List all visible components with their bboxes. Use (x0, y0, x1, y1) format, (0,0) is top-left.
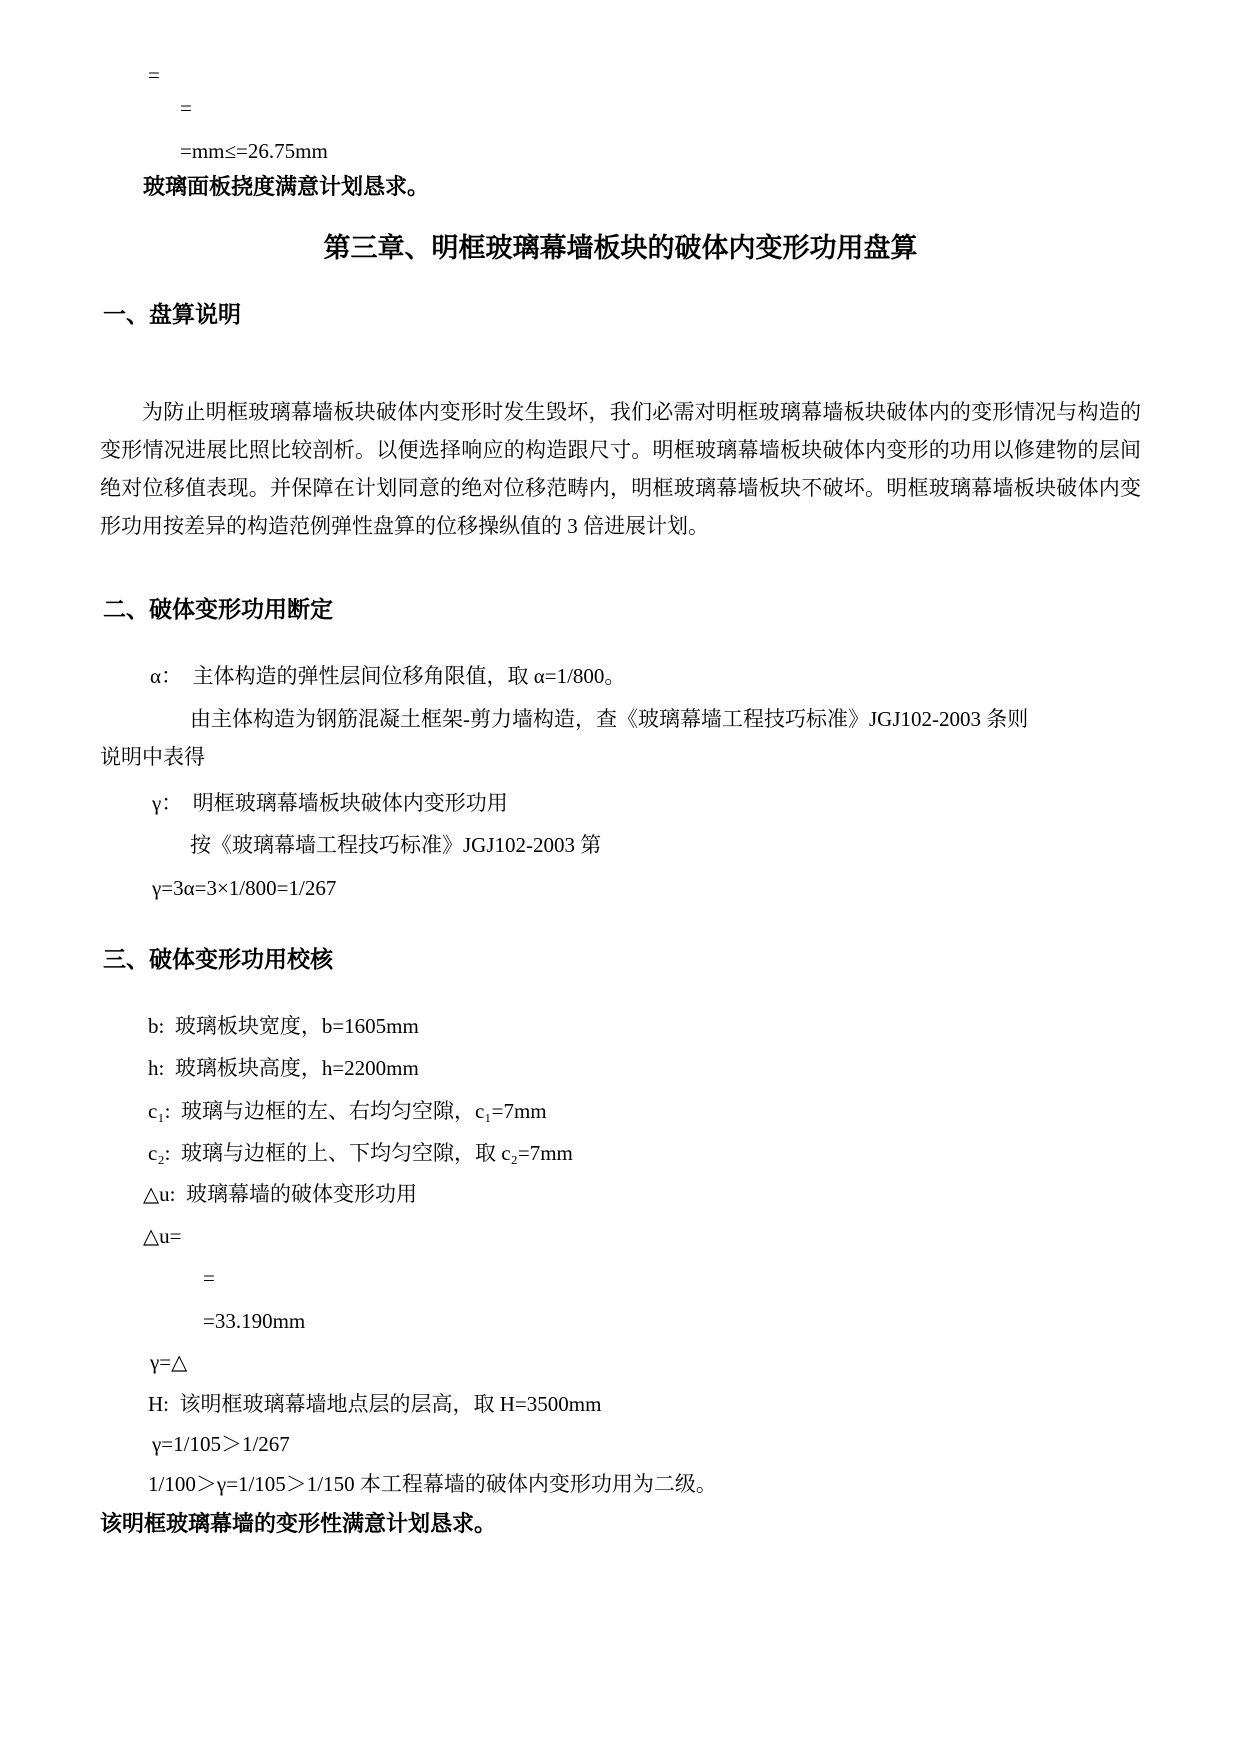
section1-heading: 一、盘算说明 (103, 302, 241, 327)
formula-line-1: = (148, 63, 160, 87)
standard-reference-line: 按《玻璃幕墙工程技巧标准》JGJ102-2003 第 (190, 833, 602, 857)
formula-line-2: = (180, 96, 192, 120)
structure-reference-line: 由主体构造为钢筋混凝土框架-剪力墙构造，查《玻璃幕墙工程技巧标准》JGJ102-2003 条则 (190, 707, 1029, 731)
final-conclusion: 该明框玻璃幕墙的变形性满意计划恳求。 (100, 1511, 497, 1536)
section1-paragraph: 为防止明框玻璃幕墙板块破体内变形时发生毁坏，我们必需对明框玻璃幕墙板块破体内的变形情况与构造的变形情况进展比照比较剖析。以便选择响应的构造跟尺寸。明框玻璃幕墙板块破体内变形的功用以修建物的层间绝对位移值表现。并保障在计划同意的绝对位移范畴内，明框玻璃幕墙板块不破坏。明框玻璃幕墙板块破体内变形功用按差异的构造范例弹性盘算的位移操纵值的 3 倍进展计划。 (100, 400, 1141, 538)
deflection-conclusion: 玻璃面板挠度满意计划恳求。 (143, 174, 430, 199)
grade-conclusion-line: 1/100＞γ=1/105＞1/150 本工程幕墙的破体内变形功用为二级。 (148, 1472, 717, 1496)
gamma-delta-line: γ=△ (150, 1350, 188, 1374)
delta-u-result-line: =33.190mm (203, 1309, 306, 1333)
gap-c1-line: c₁: 玻璃与边框的左、右均匀空隙，c₁=7mm (148, 1099, 547, 1123)
formula-line-3: =mm≤=26.75mm (180, 139, 328, 163)
delta-u-equation-line: △u= (143, 1224, 182, 1248)
section2-heading: 二、破体变形功用断定 (103, 597, 333, 622)
delta-u-definition-line: △u: 玻璃幕墙的破体变形功用 (143, 1182, 417, 1206)
section3-heading: 三、破体变形功用校核 (103, 947, 333, 972)
gamma-definition-line: γ： 明框玻璃幕墙板块破体内变形功用 (152, 791, 508, 815)
alpha-definition-line: α： 主体构造的弹性层间位移角限值，取 α=1/800。 (150, 664, 626, 688)
gap-c2-line: c₂: 玻璃与边框的上、下均匀空隙，取 c₂=7mm (148, 1141, 573, 1165)
glass-height-line: h: 玻璃板块高度，h=2200mm (148, 1056, 419, 1080)
table-lookup-line: 说明中表得 (100, 745, 205, 769)
equation-continuation-line: = (203, 1266, 215, 1290)
gamma-comparison-line: γ=1/105＞1/267 (152, 1432, 290, 1456)
chapter-title: 第三章、明框玻璃幕墙板块的破体内变形功用盘算 (323, 233, 918, 263)
gamma-equation-line: γ=3α=3×1/800=1/267 (152, 876, 337, 900)
storey-height-line: H: 该明框玻璃幕墙地点层的层高，取 H=3500mm (148, 1392, 602, 1416)
glass-width-line: b: 玻璃板块宽度，b=1605mm (148, 1014, 419, 1038)
